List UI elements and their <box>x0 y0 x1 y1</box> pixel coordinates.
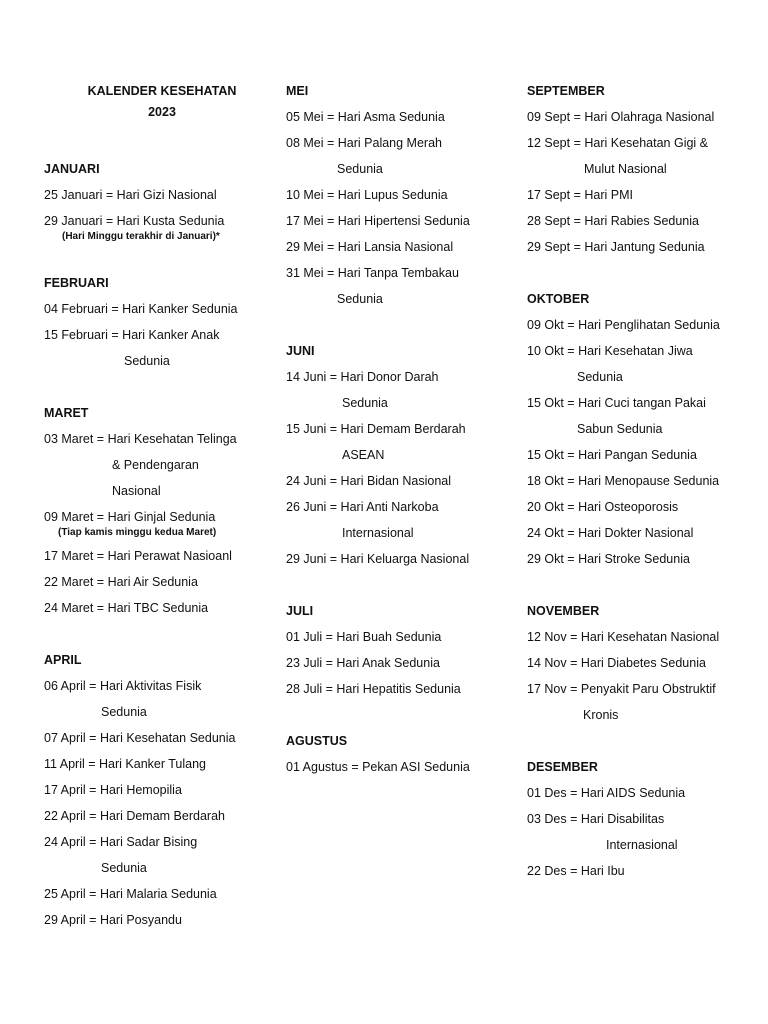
entry-text: 26 Juni = Hari Anti Narkoba <box>286 500 439 514</box>
entry-text: 15 Juni = Hari Demam Berdarah <box>286 422 466 436</box>
entry-continuation: ASEAN <box>342 448 385 462</box>
month-heading: APRIL <box>44 653 82 667</box>
calendar-entry <box>286 546 522 572</box>
calendar-entry <box>44 673 280 725</box>
entry-text: 03 Maret = Hari Kesehatan Telinga <box>44 432 237 446</box>
entry-text: 10 Okt = Hari Kesehatan Jiwa <box>527 344 693 358</box>
entry-text: 20 Okt = Hari Osteoporosis <box>527 500 679 514</box>
entry-text: 17 Sept = Hari PMI <box>527 188 633 202</box>
entry-text: 24 Juni = Hari Bidan Nasional <box>286 474 452 488</box>
entry-continuation: Sedunia <box>101 705 147 719</box>
entry-text: 18 Okt = Hari Menopause Sedunia <box>527 474 720 488</box>
calendar-entry <box>286 754 522 780</box>
entry-text: 22 April = Hari Demam Berdarah <box>44 809 225 823</box>
entry-text: 24 Okt = Hari Dokter Nasional <box>527 526 694 540</box>
calendar-entry <box>527 442 763 468</box>
entry-text: 29 April = Hari Posyandu <box>44 913 182 927</box>
entry-continuation: Sedunia <box>101 861 147 875</box>
entry-text: 04 Februari = Hari Kanker Sedunia <box>44 302 238 316</box>
calendar-entry <box>286 650 522 676</box>
entry-note: (Tiap kamis minggu kedua Maret) <box>58 527 217 538</box>
calendar-column-2 <box>286 78 522 806</box>
calendar-entry <box>527 494 763 520</box>
entry-text: 25 April = Hari Malaria Sedunia <box>44 887 217 901</box>
entry-text: 11 April = Hari Kanker Tulang <box>44 757 207 771</box>
entry-text: 07 April = Hari Kesehatan Sedunia <box>44 731 236 745</box>
calendar-entry <box>527 806 763 858</box>
calendar-entry <box>527 104 763 130</box>
calendar-entry <box>527 208 763 234</box>
calendar-entry <box>527 312 763 338</box>
calendar-entry <box>527 390 763 442</box>
entry-text: 08 Mei = Hari Palang Merah <box>286 136 442 150</box>
entry-continuation: Sabun Sedunia <box>577 422 663 436</box>
entry-continuation: Sedunia <box>342 396 388 410</box>
entry-text: 14 Juni = Hari Donor Darah <box>286 370 439 384</box>
month-heading: AGUSTUS <box>286 734 348 748</box>
month-heading: JANUARI <box>44 162 100 176</box>
entry-text: 05 Mei = Hari Asma Sedunia <box>286 110 445 124</box>
entry-text: 15 Okt = Hari Pangan Sedunia <box>527 448 697 462</box>
entry-text: 14 Nov = Hari Diabetes Sedunia <box>527 656 706 670</box>
calendar-entry <box>527 182 763 208</box>
calendar-entry <box>286 234 522 260</box>
calendar-entry <box>44 881 280 907</box>
entry-text: 31 Mei = Hari Tanpa Tembakau <box>286 266 459 280</box>
month-heading: JUNI <box>286 344 315 358</box>
calendar-entry <box>44 296 280 322</box>
entry-continuation: Mulut Nasional <box>584 162 667 176</box>
entry-text: 17 Mei = Hari Hipertensi Sedunia <box>286 214 470 228</box>
month-section-juli <box>286 598 522 702</box>
calendar-entry <box>44 208 280 244</box>
entry-text: 15 Okt = Hari Cuci tangan Pakai <box>527 396 706 410</box>
entry-text: 01 Des = Hari AIDS Sedunia <box>527 786 686 800</box>
month-section-maret <box>44 400 280 621</box>
month-heading: JULI <box>286 604 314 618</box>
calendar-entry <box>527 676 763 728</box>
month-section-agustus <box>286 728 522 780</box>
entry-text: 29 Mei = Hari Lansia Nasional <box>286 240 454 254</box>
calendar-entry <box>44 595 280 621</box>
calendar-entry <box>44 803 280 829</box>
calendar-column-1 <box>44 78 280 959</box>
month-heading: DESEMBER <box>527 760 598 774</box>
month-section-november <box>527 598 763 728</box>
month-section-januari <box>44 156 280 244</box>
entry-text: 17 Nov = Penyakit Paru Obstruktif <box>527 682 716 696</box>
month-section-september <box>527 78 763 260</box>
calendar-entry <box>44 426 280 504</box>
entry-continuation: Internasional <box>606 838 678 852</box>
month-section-februari <box>44 270 280 374</box>
calendar-entry <box>527 468 763 494</box>
calendar-entry <box>286 624 522 650</box>
entry-continuation: Nasional <box>112 484 161 498</box>
calendar-entry <box>44 182 280 208</box>
entry-text: 24 Maret = Hari TBC Sedunia <box>44 601 209 615</box>
entry-text: 09 Okt = Hari Penglihatan Sedunia <box>527 318 720 332</box>
entry-text: 06 April = Hari Aktivitas Fisik <box>44 679 202 693</box>
calendar-entry <box>44 829 280 881</box>
month-heading: MEI <box>286 84 309 98</box>
calendar-entry <box>286 208 522 234</box>
calendar-entry <box>286 364 522 416</box>
calendar-entry <box>527 130 763 182</box>
entry-continuation: Internasional <box>342 526 414 540</box>
calendar-entry <box>286 468 522 494</box>
entry-text: 29 Januari = Hari Kusta Sedunia <box>44 214 225 228</box>
entry-continuation: & Pendengaran <box>112 458 199 472</box>
month-section-april <box>44 647 280 933</box>
entry-continuation: Sedunia <box>337 292 383 306</box>
entry-continuation: Sedunia <box>337 162 383 176</box>
entry-text: 28 Juli = Hari Hepatitis Sedunia <box>286 682 461 696</box>
calendar-entry <box>44 504 280 540</box>
entry-text: 29 Sept = Hari Jantung Sedunia <box>527 240 705 254</box>
calendar-entry <box>527 234 763 260</box>
entry-text: 24 April = Hari Sadar Bising <box>44 835 198 849</box>
entry-text: 09 Sept = Hari Olahraga Nasional <box>527 110 715 124</box>
calendar-column-3 <box>527 78 763 910</box>
month-heading: SEPTEMBER <box>527 84 605 98</box>
month-section-juni <box>286 338 522 572</box>
calendar-entry <box>44 322 280 374</box>
entry-continuation: Sedunia <box>124 354 170 368</box>
month-heading: NOVEMBER <box>527 604 600 618</box>
entry-text: 15 Februari = Hari Kanker Anak <box>44 328 220 342</box>
entry-text: 12 Nov = Hari Kesehatan Nasional <box>527 630 720 644</box>
calendar-entry <box>286 130 522 182</box>
entry-text: 17 Maret = Hari Perawat Nasioanl <box>44 549 232 563</box>
entry-text: 01 Juli = Hari Buah Sedunia <box>286 630 442 644</box>
entry-note: (Hari Minggu terakhir di Januari)* <box>62 231 220 242</box>
calendar-entry <box>286 260 522 312</box>
entry-text: 28 Sept = Hari Rabies Sedunia <box>527 214 699 228</box>
calendar-entry <box>286 182 522 208</box>
calendar-entry <box>527 546 763 572</box>
entry-text: 09 Maret = Hari Ginjal Sedunia <box>44 510 216 524</box>
calendar-entry <box>527 338 763 390</box>
month-heading: OKTOBER <box>527 292 590 306</box>
calendar-entry <box>527 858 763 884</box>
entry-text: 17 April = Hari Hemopilia <box>44 783 182 797</box>
calendar-entry <box>527 520 763 546</box>
month-section-mei <box>286 78 522 312</box>
month-heading: FEBRUARI <box>44 276 109 290</box>
calendar-entry <box>286 676 522 702</box>
calendar-entry <box>44 751 280 777</box>
month-section-oktober <box>527 286 763 572</box>
calendar-entry <box>44 907 280 933</box>
calendar-entry <box>44 543 280 569</box>
entry-text: 29 Juni = Hari Keluarga Nasional <box>286 552 470 566</box>
title-line-1: KALENDER KESEHATAN <box>87 84 237 98</box>
entry-continuation: Sedunia <box>577 370 623 384</box>
calendar-entry <box>527 624 763 650</box>
entry-text: 10 Mei = Hari Lupus Sedunia <box>286 188 448 202</box>
calendar-entry <box>286 104 522 130</box>
calendar-entry <box>527 650 763 676</box>
calendar-entry <box>286 416 522 468</box>
entry-continuation: Kronis <box>583 708 619 722</box>
entry-text: 29 Okt = Hari Stroke Sedunia <box>527 552 690 566</box>
entry-text: 01 Agustus = Pekan ASI Sedunia <box>286 760 470 774</box>
month-section-desember <box>527 754 763 884</box>
entry-text: 12 Sept = Hari Kesehatan Gigi & <box>527 136 709 150</box>
calendar-entry <box>527 780 763 806</box>
calendar-entry <box>44 569 280 595</box>
page-title <box>44 78 280 123</box>
calendar-entry <box>44 725 280 751</box>
month-heading: MARET <box>44 406 89 420</box>
entry-text: 25 Januari = Hari Gizi Nasional <box>44 188 217 202</box>
entry-text: 03 Des = Hari Disabilitas <box>527 812 665 826</box>
entry-text: 22 Des = Hari Ibu <box>527 864 625 878</box>
calendar-entry <box>286 494 522 546</box>
calendar-entry <box>44 777 280 803</box>
entry-text: 22 Maret = Hari Air Sedunia <box>44 575 198 589</box>
entry-text: 23 Juli = Hari Anak Sedunia <box>286 656 440 670</box>
title-year: 2023 <box>148 105 176 119</box>
